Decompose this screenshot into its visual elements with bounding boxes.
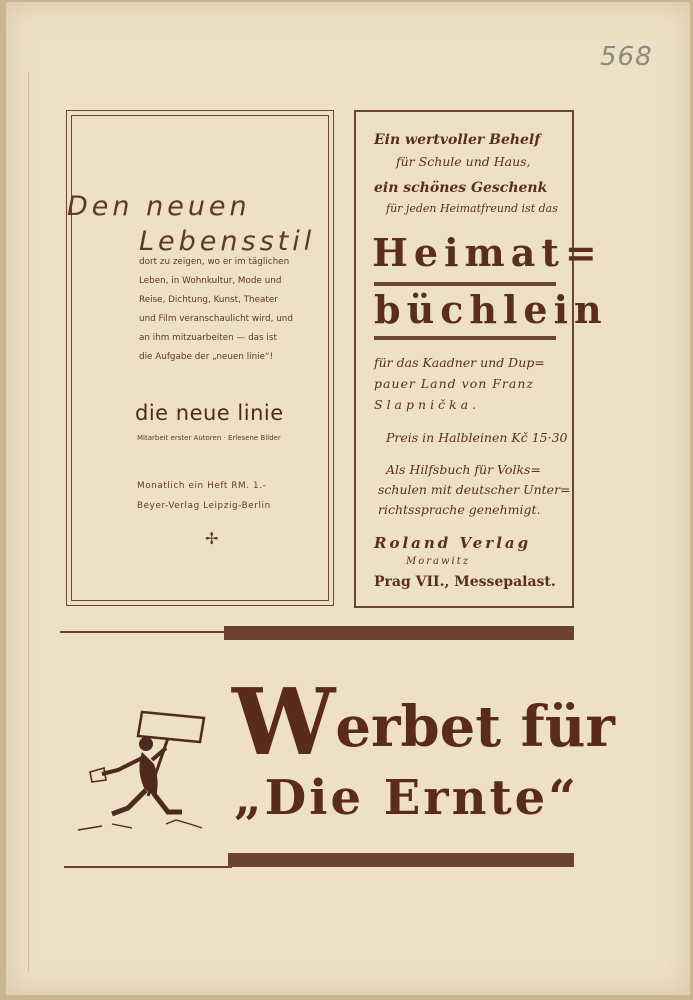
page-number: 568 <box>600 42 653 72</box>
title-rule-bottom <box>374 336 556 340</box>
ad-right-line-1: Ein wertvoller Behelf <box>374 132 541 148</box>
banner-slogan-rest: erbet für <box>335 694 615 760</box>
banner-initial: W <box>232 668 336 776</box>
ad-right-note-3: richtssprache genehmigt. <box>378 502 541 517</box>
ad-right-note-2: schulen mit deutscher Unter= <box>378 482 571 497</box>
ad-body-line: Reise, Dichtung, Kunst, Theater <box>139 295 278 305</box>
banner-bar-top <box>224 626 574 640</box>
ad-right-line-2: für Schule und Haus, <box>396 154 531 169</box>
banner-thin-rule-top <box>60 631 230 633</box>
ad-headline-2: Lebensstil <box>139 226 316 257</box>
ad-body-line: die Aufgabe der „neuen linie“! <box>139 352 274 362</box>
binding-edge <box>12 72 29 972</box>
ad-right-desc-1: für das Kaadner und Dup= <box>374 355 545 370</box>
ad-price-block <box>137 476 297 516</box>
ad-publisher: Beyer-Verlag Leipzig-Berlin <box>137 501 271 511</box>
ad-body-line: an ihm mitzuarbeiten — das ist <box>139 333 277 343</box>
ad-body-line: dort zu zeigen, wo er im täglichen <box>139 257 290 267</box>
ad-body-line: und Film veranschaulicht wird, und <box>139 314 293 324</box>
ad-right-title-1: Heimat= <box>372 230 603 275</box>
advert-heimatbuechlein <box>354 110 608 608</box>
ad-body-text <box>139 253 297 367</box>
ad-right-desc-3: Slapnička. <box>374 397 481 412</box>
ad-body-line: Leben, in Wohnkultur, Mode und <box>139 276 282 286</box>
ad-right-line-4: für jeden Heimatfreund ist das <box>386 202 558 215</box>
ad-right-city: Morawitz <box>406 556 471 567</box>
ad-right-title-2: büchlein <box>374 287 608 332</box>
title-rule-top <box>374 282 556 286</box>
advert-neue-linie <box>66 110 334 606</box>
ad-price-line: Monatlich ein Heft RM. 1.- <box>137 481 267 491</box>
ad-right-line-3: ein schönes Geschenk <box>374 180 548 196</box>
page <box>6 2 690 995</box>
ad-right-price: Preis in Halbleinen Kč 15·30 <box>386 430 568 445</box>
brand-logo-text: die neue linie <box>135 401 284 425</box>
sign-carrier-illustration <box>72 708 222 848</box>
ad-headline-1: Den neuen <box>67 191 251 222</box>
ad-right-note-1: Als Hilfsbuch für Volks= <box>386 462 541 477</box>
banner-slogan-line-1 <box>232 668 615 776</box>
ad-right-address: Prag VII., Messepalast. <box>374 574 556 590</box>
banner-thin-rule-bottom <box>64 866 232 868</box>
brand-subtitle: Mitarbeit erster Autoren · Erlesene Bilder <box>137 434 281 442</box>
ornament-mark: ✢ <box>205 529 219 548</box>
ad-right-publisher: Roland Verlag <box>374 534 532 552</box>
banner-slogan-line-2: „Die Ernte“ <box>234 770 579 826</box>
banner-bar-bottom <box>228 853 574 867</box>
ad-right-desc-2: pauer Land von Franz <box>374 376 534 391</box>
